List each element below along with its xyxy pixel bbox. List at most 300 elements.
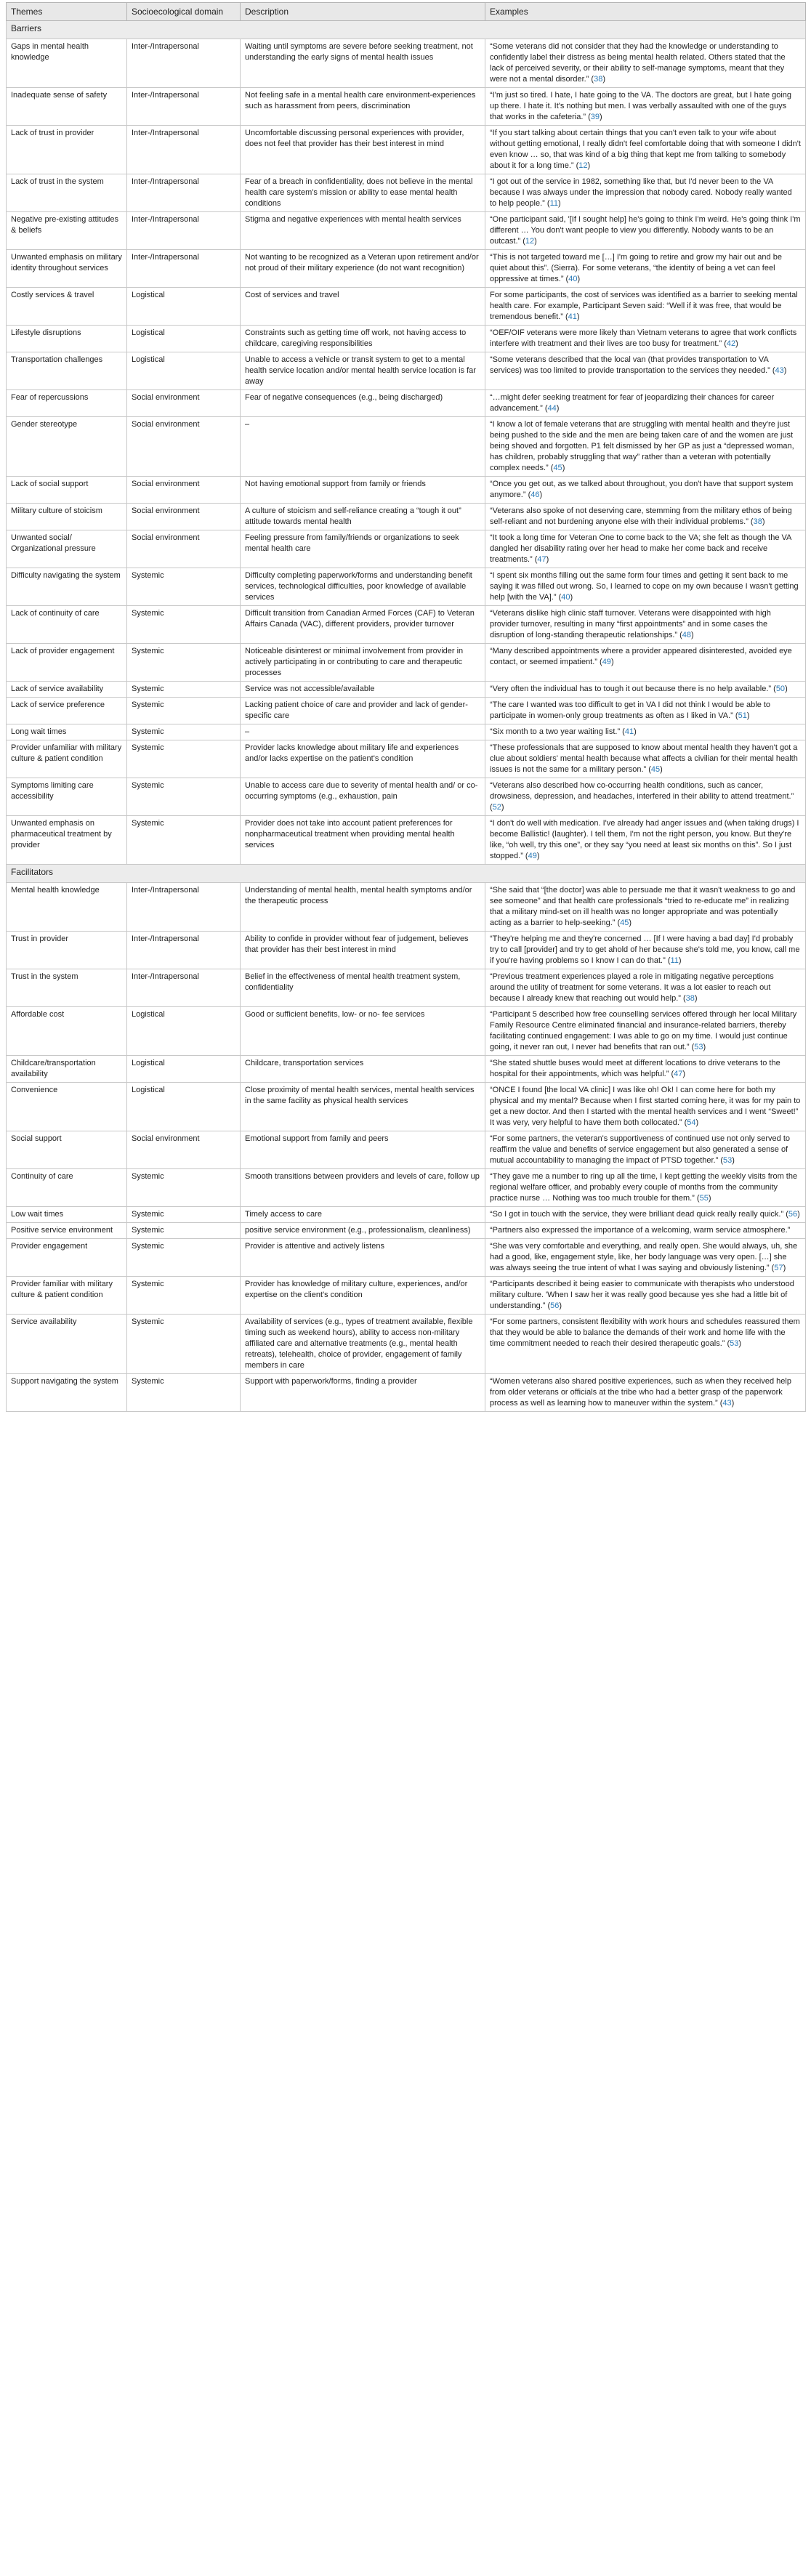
domain-cell: Social environment <box>127 390 241 417</box>
description-cell: Childcare, transportation services <box>241 1056 485 1083</box>
table-row <box>7 1131 806 1169</box>
example-cell <box>485 1056 806 1083</box>
domain-cell: Inter-/Intrapersonal <box>127 39 241 88</box>
theme-cell: Fear of repercussions <box>7 390 127 417</box>
example-cell <box>485 352 806 390</box>
theme-cell: Inadequate sense of safety <box>7 88 127 126</box>
table-row <box>7 644 806 682</box>
citation-close: ) <box>678 956 682 965</box>
theme-cell: Social support <box>7 1131 127 1169</box>
citation-link[interactable]: 45 <box>620 918 629 927</box>
citation-close: ) <box>556 404 560 413</box>
example-cell <box>485 778 806 816</box>
description-cell: Fear of negative consequences (e.g., being discharged) <box>241 390 485 417</box>
citation-close: ) <box>559 1301 562 1310</box>
example-text: “I got out of the service in 1982, something like that, but I'd never been to the VA because I was always under the impression that nobody cared. Nobody really wanted to help people.” ( <box>490 177 792 208</box>
citation-link[interactable]: 12 <box>578 161 588 170</box>
table-row <box>7 1007 806 1056</box>
citation-close: ) <box>731 1399 735 1408</box>
citation-close: ) <box>735 339 738 348</box>
example-cell <box>485 816 806 865</box>
citation-link[interactable]: 51 <box>738 711 747 720</box>
example-cell <box>485 724 806 740</box>
citation-close: ) <box>536 852 540 860</box>
table-row <box>7 740 806 778</box>
example-text: “Once you get out, as we talked about throughout, you don't have that support system anymore.” ( <box>490 480 794 499</box>
example-cell <box>485 969 806 1007</box>
theme-cell: Lack of provider engagement <box>7 644 127 682</box>
description-cell: Provider lacks knowledge about military life and experiences and/or lacks expertise on the patient's condition <box>241 740 485 778</box>
domain-cell: Logistical <box>127 288 241 326</box>
citation-link[interactable]: 39 <box>590 113 600 121</box>
citation-close: ) <box>501 803 504 812</box>
table-row <box>7 1083 806 1131</box>
example-text: “For some partners, consistent flexibility with work hours and schedules reassured them that they would be able to balance the demands of their work and home life with the time commitment needed to reach their desired therapeutic goals.” ( <box>490 1317 800 1348</box>
citation-close: ) <box>797 1210 800 1219</box>
example-text: “Very often the individual has to tough it out because there is no help available.” ( <box>490 685 776 693</box>
citation-link[interactable]: 41 <box>624 727 634 736</box>
domain-cell: Systemic <box>127 606 241 644</box>
theme-cell: Trust in the system <box>7 969 127 1007</box>
header-socioecological-domain: Socioecological domain <box>127 3 241 21</box>
example-text: “She stated shuttle buses would meet at different locations to drive veterans to the hospital for their appointments, which was helpful.” ( <box>490 1059 780 1078</box>
theme-cell: Childcare/transportation availability <box>7 1056 127 1083</box>
domain-cell: Inter-/Intrapersonal <box>127 88 241 126</box>
theme-cell: Long wait times <box>7 724 127 740</box>
example-cell <box>485 212 806 250</box>
theme-cell: Unwanted emphasis on military identity throughout services <box>7 250 127 288</box>
example-cell <box>485 740 806 778</box>
citation-close: ) <box>703 1043 706 1051</box>
citation-link[interactable]: 54 <box>687 1118 696 1127</box>
citation-link[interactable]: 42 <box>726 339 736 348</box>
description-cell: Belief in the effectiveness of mental health treatment system, confidentiality <box>241 969 485 1007</box>
citation-close: ) <box>557 199 561 208</box>
citation-link[interactable]: 38 <box>685 994 695 1003</box>
citation-close: ) <box>602 75 605 84</box>
example-cell <box>485 1374 806 1412</box>
table-row <box>7 212 806 250</box>
domain-cell: Systemic <box>127 1223 241 1239</box>
citation-link[interactable]: 40 <box>561 593 570 602</box>
domain-cell: Systemic <box>127 1169 241 1207</box>
domain-cell: Systemic <box>127 1239 241 1277</box>
example-text: “Previous treatment experiences played a role in mitigating negative perceptions around the utility of treatment for some veterans. It was a lot easier to reach out because I already knew that reaching out would help.” ( <box>490 972 774 1003</box>
example-cell <box>485 174 806 212</box>
description-cell: Availability of services (e.g., types of treatment available, flexible timing such as weekend hours), ability to access non-military affiliated care and alternative treatments (e.g., mental health retreats), telehealth, choice of provider, engagement of family members in care <box>241 1315 485 1374</box>
domain-cell: Social environment <box>127 417 241 477</box>
domain-cell: Logistical <box>127 1007 241 1056</box>
example-text: “I don't do well with medication. I've already had anger issues and (when taking drugs) I become Ballistic! (laughter). I tell them, I'm not the right person, you know. But they're like, “oh well, try this one”, or they say “you need at least six months on this”. So I just stopped.” ( <box>490 819 799 860</box>
example-text: “She was very comfortable and everything, and really open. She would always, uh, she had a good, like, engagement style, like, her body language was very open. […] she was always seeing the true intent of what I was saying and obviously listening.” ( <box>490 1242 798 1272</box>
theme-cell: Unwanted social/ Organizational pressure <box>7 530 127 568</box>
citation-link[interactable]: 44 <box>547 404 557 413</box>
table-header-row <box>7 3 806 21</box>
table-row <box>7 724 806 740</box>
citation-close: ) <box>562 464 565 472</box>
table-row <box>7 530 806 568</box>
example-cell <box>485 932 806 969</box>
citation-close: ) <box>738 1339 742 1348</box>
theme-cell: Lack of trust in provider <box>7 126 127 174</box>
description-cell: Unable to access a vehicle or transit system to get to a mental health service location and/or mental health service location is far away <box>241 352 485 390</box>
table-row <box>7 326 806 352</box>
example-cell <box>485 504 806 530</box>
section-title: Barriers <box>7 21 806 39</box>
domain-cell: Inter-/Intrapersonal <box>127 174 241 212</box>
example-text: “They gave me a number to ring up all the time, I kept getting the weekly visits from the regional welfare officer, and probably every couple of months from the community practice nurse … Nothing was too much trouble for them.” ( <box>490 1172 798 1203</box>
citation-link[interactable]: 53 <box>730 1339 739 1348</box>
citation-link[interactable]: 46 <box>530 490 540 499</box>
example-cell <box>485 606 806 644</box>
example-text: “Some veterans described that the local van (that provides transportation to VA services) was too limited to provide transportation to the services they needed.” ( <box>490 355 775 375</box>
citation-link[interactable]: 12 <box>525 237 535 246</box>
theme-cell: Mental health knowledge <box>7 883 127 932</box>
table-row <box>7 606 806 644</box>
example-text: “I spent six months filling out the same form four times and getting it sent back to me saying it was filled out wrong. So, I learned to cope on my own because I wasn't getting help [with the VA].” ( <box>490 571 799 602</box>
table-row <box>7 417 806 477</box>
domain-cell: Social environment <box>127 477 241 504</box>
theme-cell: Symptoms limiting care accessibility <box>7 778 127 816</box>
example-cell <box>485 477 806 504</box>
example-text: “She said that “[the doctor] was able to persuade me that it wasn't weakness to go and see someone” and that health care professionals “tried to re-educate me” in realizing that a military mind-set on ill health was no longer appropriate and was potentially acting as a barrier to help-seeking.” ( <box>490 886 796 927</box>
domain-cell: Systemic <box>127 1277 241 1315</box>
example-cell <box>485 1131 806 1169</box>
theme-cell: Gender stereotype <box>7 417 127 477</box>
description-cell: Emotional support from family and peers <box>241 1131 485 1169</box>
description-cell: Lacking patient choice of care and provider and lack of gender-specific care <box>241 698 485 724</box>
description-cell: Not feeling safe in a mental health care environment-experiences such as harassment from peers, discrimination <box>241 88 485 126</box>
table-row <box>7 352 806 390</box>
table-row <box>7 778 806 816</box>
citation-link[interactable]: 38 <box>753 517 762 526</box>
example-text: “For some partners, the veteran's supportiveness of continued use not only served to reaffirm the value and benefits of service engagement but also generated a sense of mutual accountability to managing the impact of PTSD together.” ( <box>490 1134 790 1165</box>
example-cell <box>485 250 806 288</box>
domain-cell: Logistical <box>127 326 241 352</box>
table-row <box>7 682 806 698</box>
table-row <box>7 698 806 724</box>
theme-cell: Transportation challenges <box>7 352 127 390</box>
theme-cell: Lack of service availability <box>7 682 127 698</box>
domain-cell: Logistical <box>127 352 241 390</box>
example-cell <box>485 698 806 724</box>
description-cell: Fear of a breach in confidentiality, does not believe in the mental health care system's mission or ability to ease mental health conditions <box>241 174 485 212</box>
domain-cell: Social environment <box>127 1131 241 1169</box>
citation-close: ) <box>746 711 750 720</box>
domain-cell: Systemic <box>127 698 241 724</box>
citation-close: ) <box>546 555 549 564</box>
themes-table <box>6 2 806 1412</box>
example-cell <box>485 1315 806 1374</box>
theme-cell: Unwanted emphasis on pharmaceutical treatment by provider <box>7 816 127 865</box>
citation-close: ) <box>600 113 602 121</box>
citation-link[interactable]: 49 <box>602 658 611 666</box>
citation-link[interactable]: 41 <box>568 312 577 321</box>
citation-close: ) <box>629 918 632 927</box>
example-cell <box>485 288 806 326</box>
theme-cell: Support navigating the system <box>7 1374 127 1412</box>
example-cell <box>485 1277 806 1315</box>
example-text: “Veterans dislike high clinic staff turnover. Veterans were disappointed with high provider turnover, resulting in many “first appointments” and in some cases the disruption of long-standing therapeutic relationships.” ( <box>490 609 771 639</box>
citation-close: ) <box>732 1156 735 1165</box>
table-row <box>7 250 806 288</box>
description-cell: Service was not accessible/available <box>241 682 485 698</box>
domain-cell: Logistical <box>127 1083 241 1131</box>
citation-close: ) <box>785 685 788 693</box>
domain-cell: Systemic <box>127 1207 241 1223</box>
example-text: “Women veterans also shared positive experiences, such as when they received help from older veterans or officials at the tribe who had a better grasp of the paperwork process as well as learning how to maneuver within the system.” ( <box>490 1377 791 1408</box>
example-cell <box>485 1083 806 1131</box>
table-row <box>7 174 806 212</box>
table-row <box>7 288 806 326</box>
citation-link[interactable]: 47 <box>674 1070 683 1078</box>
citation-close: ) <box>660 765 663 774</box>
citation-close: ) <box>708 1194 711 1203</box>
description-cell: – <box>241 724 485 740</box>
example-cell <box>485 88 806 126</box>
example-cell <box>485 126 806 174</box>
description-cell: A culture of stoicism and self-reliance creating a “tough it out” attitude towards mental health <box>241 504 485 530</box>
domain-cell: Logistical <box>127 1056 241 1083</box>
citation-link[interactable]: 40 <box>568 275 578 283</box>
citation-close: ) <box>695 1118 699 1127</box>
example-cell <box>485 326 806 352</box>
table-row <box>7 1207 806 1223</box>
example-text: “The care I wanted was too difficult to get in VA I did not think I would be able to participate in women-only group treatments as often as I liked in VA.” ( <box>490 700 771 720</box>
example-text: “Many described appointments where a provider appeared disinterested, avoided eye contact, or seemed impatient.” ( <box>490 647 792 666</box>
example-cell <box>485 390 806 417</box>
citation-close: ) <box>610 658 614 666</box>
example-text: “Participants described it being easier to communicate with therapists who understood military culture. 'When I saw her it was really good because yes she had a little bit of understanding.” ( <box>490 1280 794 1310</box>
theme-cell: Lack of social support <box>7 477 127 504</box>
description-cell: Waiting until symptoms are severe before seeking treatment, not understanding the early signs of mental health issues <box>241 39 485 88</box>
description-cell: positive service environment (e.g., professionalism, cleanliness) <box>241 1223 485 1239</box>
example-text: “If you start talking about certain things that you can't even talk to your wife about without getting emotional, I really didn't feel comfortable doing that with someone I didn't even know … so, that was kind of a big thing that kept me from talking to somebody about it for a long time.” ( <box>490 129 801 170</box>
domain-cell: Systemic <box>127 1315 241 1374</box>
example-text: “These professionals that are supposed to know about mental health they haven't got a clue about soldiers' mental health because what affects a civilian for their mental health issues is not the same for a military person.” ( <box>490 743 798 774</box>
domain-cell: Inter-/Intrapersonal <box>127 932 241 969</box>
example-text: “…might defer seeking treatment for fear of jeopardizing their chances for career advancement.” ( <box>490 393 775 413</box>
description-cell: Stigma and negative experiences with mental health services <box>241 212 485 250</box>
domain-cell: Systemic <box>127 740 241 778</box>
description-cell: Provider is attentive and actively listens <box>241 1239 485 1277</box>
domain-cell: Inter-/Intrapersonal <box>127 250 241 288</box>
example-text: “So I got in touch with the service, they were brilliant dead quick really really quick.” ( <box>490 1210 788 1219</box>
table-row <box>7 1056 806 1083</box>
domain-cell: Systemic <box>127 778 241 816</box>
example-cell <box>485 568 806 606</box>
description-cell: Constraints such as getting time off work, not having access to childcare, caregiving responsibilities <box>241 326 485 352</box>
example-cell <box>485 1007 806 1056</box>
domain-cell: Inter-/Intrapersonal <box>127 126 241 174</box>
table-body <box>7 21 806 1412</box>
theme-cell: Lack of continuity of care <box>7 606 127 644</box>
description-cell: Ability to confide in provider without fear of judgement, believes that provider has their best interest in mind <box>241 932 485 969</box>
table-row <box>7 477 806 504</box>
theme-cell: Lifestyle disruptions <box>7 326 127 352</box>
section-title: Facilitators <box>7 865 806 883</box>
example-cell <box>485 39 806 88</box>
domain-cell: Inter-/Intrapersonal <box>127 212 241 250</box>
theme-cell: Trust in provider <box>7 932 127 969</box>
description-cell: Good or sufficient benefits, low- or no- fee services <box>241 1007 485 1056</box>
citation-close: ) <box>570 593 573 602</box>
example-cell <box>485 1223 806 1239</box>
theme-cell: Provider unfamiliar with military culture & patient condition <box>7 740 127 778</box>
table-row <box>7 568 806 606</box>
citation-close: ) <box>587 161 591 170</box>
description-cell: Not wanting to be recognized as a Veteran upon retirement and/or not proud of their military experience (do not want recognition) <box>241 250 485 288</box>
description-cell: Close proximity of mental health services, mental health services in the same facility as physical health services <box>241 1083 485 1131</box>
example-text: “Veterans also described how co-occurring health conditions, such as cancer, drowsiness, depression, and headaches, interfered in their ability to attend treatment.” ( <box>490 781 794 812</box>
table-row <box>7 932 806 969</box>
description-cell: Smooth transitions between providers and levels of care, follow up <box>241 1169 485 1207</box>
citation-close: ) <box>577 275 581 283</box>
description-cell: Feeling pressure from family/friends or organizations to seek mental health care <box>241 530 485 568</box>
example-text: For some participants, the cost of services was identified as a barrier to seeking mental health care. For example, Participant Seven said: “Well if it was free, that would be tremendous benefit.” ( <box>490 291 798 321</box>
theme-cell: Military culture of stoicism <box>7 504 127 530</box>
citation-link[interactable]: 48 <box>682 631 692 639</box>
description-cell: Support with paperwork/forms, finding a provider <box>241 1374 485 1412</box>
citation-link[interactable]: 43 <box>722 1399 732 1408</box>
citation-link[interactable]: 45 <box>553 464 562 472</box>
theme-cell: Low wait times <box>7 1207 127 1223</box>
description-cell: Uncomfortable discussing personal experiences with provider, does not feel that provider has their best interest in mind <box>241 126 485 174</box>
table-row <box>7 1277 806 1315</box>
description-cell: Noticeable disinterest or minimal involvement from provider in actively participating in or contributing to care and therapeutic processes <box>241 644 485 682</box>
example-cell <box>485 883 806 932</box>
description-cell: Difficulty completing paperwork/forms and understanding benefit services, technological difficulties, poor knowledge of available services <box>241 568 485 606</box>
section-row <box>7 21 806 39</box>
description-cell: Provider has knowledge of military culture, experiences, and/or expertise on the client's condition <box>241 1277 485 1315</box>
citation-link[interactable]: 55 <box>699 1194 709 1203</box>
header-themes: Themes <box>7 3 127 21</box>
table-row <box>7 1239 806 1277</box>
citation-link[interactable]: 50 <box>775 685 786 693</box>
domain-cell: Systemic <box>127 724 241 740</box>
citation-link[interactable]: 53 <box>694 1043 703 1051</box>
table-row <box>7 1315 806 1374</box>
theme-cell: Gaps in mental health knowledge <box>7 39 127 88</box>
theme-cell: Convenience <box>7 1083 127 1131</box>
description-cell: Unable to access care due to severity of mental health and/ or co-occurring symptoms (e.g., exhaustion, pain <box>241 778 485 816</box>
theme-cell: Affordable cost <box>7 1007 127 1056</box>
domain-cell: Systemic <box>127 682 241 698</box>
example-text: “I know a lot of female veterans that are struggling with mental health and they're just being pushed to the side and the men are being taken care of and the women are just being shoved and forgotten. P1 felt dismissed by her GP as just a “depressed woman, has children, probably struggling that way” rather than a veteran with potentially complex needs.” ( <box>490 420 794 472</box>
citation-close: ) <box>783 1264 786 1272</box>
theme-cell: Continuity of care <box>7 1169 127 1207</box>
example-cell <box>485 1207 806 1223</box>
theme-cell: Positive service environment <box>7 1223 127 1239</box>
theme-cell: Lack of trust in the system <box>7 174 127 212</box>
theme-cell: Provider engagement <box>7 1239 127 1277</box>
example-text: “One participant said, '[If I sought help] he's going to think I'm weird. He's going think I'm different … You don't want people to view you differently. Nobody wants to be an outcast.” ( <box>490 215 801 246</box>
section-row <box>7 865 806 883</box>
domain-cell: Social environment <box>127 530 241 568</box>
citation-link[interactable]: 47 <box>537 555 546 564</box>
description-cell: Cost of services and travel <box>241 288 485 326</box>
theme-cell: Provider familiar with military culture & patient condition <box>7 1277 127 1315</box>
citation-close: ) <box>694 994 698 1003</box>
citation-close: ) <box>576 312 580 321</box>
citation-close: ) <box>691 631 694 639</box>
example-cell <box>485 682 806 698</box>
example-cell <box>485 1169 806 1207</box>
header-examples: Examples <box>485 3 806 21</box>
citation-close: ) <box>762 517 765 526</box>
example-cell <box>485 644 806 682</box>
citation-close: ) <box>539 490 543 499</box>
citation-link[interactable]: 53 <box>723 1156 733 1165</box>
citation-link[interactable]: 43 <box>775 366 784 375</box>
example-text: “It took a long time for Veteran One to come back to the VA; she felt as though the VA dangled her disability rating over her head to make her come back and receive treatments.” ( <box>490 533 791 564</box>
example-text: “Six month to a two year waiting list.” ( <box>490 727 625 736</box>
domain-cell: Systemic <box>127 568 241 606</box>
table-row <box>7 88 806 126</box>
theme-cell: Lack of service preference <box>7 698 127 724</box>
example-cell <box>485 1239 806 1277</box>
citation-close: ) <box>682 1070 686 1078</box>
description-cell: Understanding of mental health, mental health symptoms and/or the therapeutic process <box>241 883 485 932</box>
table-row <box>7 126 806 174</box>
citation-link[interactable]: 11 <box>670 956 679 965</box>
table-row <box>7 1374 806 1412</box>
citation-link[interactable]: 52 <box>492 803 501 812</box>
description-cell: Timely access to care <box>241 1207 485 1223</box>
example-cell <box>485 530 806 568</box>
example-text: “This is not targeted toward me […] I'm going to retire and grow my hair out and be quiet about this”. (Sierra). For some veterans, “the identity of being a vet can feel oppressive at times.” ( <box>490 253 782 283</box>
example-text: “Participant 5 described how free counselling services offered through her local Military Family Resource Centre eliminated financial and insurance-related barriers, thereby facilitating continued engagement: I was able to go on my time. I would just continue going, it never ran out, I never had benefits that ran out.” ( <box>490 1010 797 1051</box>
theme-cell: Difficulty navigating the system <box>7 568 127 606</box>
description-cell: – <box>241 417 485 477</box>
table-row <box>7 883 806 932</box>
table-row <box>7 504 806 530</box>
example-text: “OEF/OIF veterans were more likely than Vietnam veterans to agree that work conflicts interfere with treatment and their lives are too busy for treatment.” ( <box>490 328 797 348</box>
table-row <box>7 969 806 1007</box>
citation-link[interactable]: 49 <box>528 852 537 860</box>
theme-cell: Negative pre-existing attitudes & beliefs <box>7 212 127 250</box>
citation-link[interactable]: 57 <box>774 1264 783 1272</box>
domain-cell: Systemic <box>127 816 241 865</box>
citation-link[interactable]: 56 <box>788 1210 798 1219</box>
theme-cell: Service availability <box>7 1315 127 1374</box>
citation-close: ) <box>634 727 637 736</box>
domain-cell: Inter-/Intrapersonal <box>127 883 241 932</box>
table-row <box>7 1223 806 1239</box>
domain-cell: Inter-/Intrapersonal <box>127 969 241 1007</box>
example-text: “Some veterans did not consider that they had the knowledge or understanding to confidently label their distress as being mental health related. Others stated that the lack of perceived severity, or their ability to self-manage symptoms, meant that they were not a mental disorder.” ( <box>490 42 786 84</box>
domain-cell: Social environment <box>127 504 241 530</box>
example-text: “I'm just so tired. I hate, I hate going to the VA. The doctors are great, but I hate going up there. I hate it. It's nothing but men. I was verbally assaulted with one of the guys that works in the cafeteria.” ( <box>490 91 792 121</box>
citation-close: ) <box>534 237 537 246</box>
citation-link[interactable]: 56 <box>550 1301 560 1310</box>
example-text: “ONCE I found [the local VA clinic] I was like oh! Ok! I can come here for both my physical and my mental? Because when I first started coming here, it was for my pain to get a new doctor. And then I started with the mental health services and I went “Sweet!” It was very, very helpful to have them both collocated.” ( <box>490 1086 801 1127</box>
domain-cell: Systemic <box>127 644 241 682</box>
citation-link[interactable]: 45 <box>650 765 661 774</box>
header-description: Description <box>241 3 485 21</box>
description-cell: Not having emotional support from family or friends <box>241 477 485 504</box>
domain-cell: Systemic <box>127 1374 241 1412</box>
description-cell: Difficult transition from Canadian Armed Forces (CAF) to Veteran Affairs Canada (VAC), different providers, provider turnover <box>241 606 485 644</box>
example-text: “They're helping me and they're concerned … [If I were having a bad day] I'd probably try to call [provider] and try to get ahold of her because she's told me, you know, call me if you're having problems so I know I can do that.” ( <box>490 934 800 965</box>
theme-cell: Costly services & travel <box>7 288 127 326</box>
example-text: “Partners also expressed the importance of a welcoming, warm service atmosphere.” <box>490 1226 791 1235</box>
citation-link[interactable]: 11 <box>549 199 558 208</box>
example-cell <box>485 417 806 477</box>
description-cell: Provider does not take into account patient preferences for nonpharmaceutical treatment when providing mental health services <box>241 816 485 865</box>
citation-link[interactable]: 38 <box>594 75 603 84</box>
example-text: “Veterans also spoke of not deserving care, stemming from the military ethos of being self-reliant and not burdening anyone else with their individual problems.” ( <box>490 506 792 526</box>
